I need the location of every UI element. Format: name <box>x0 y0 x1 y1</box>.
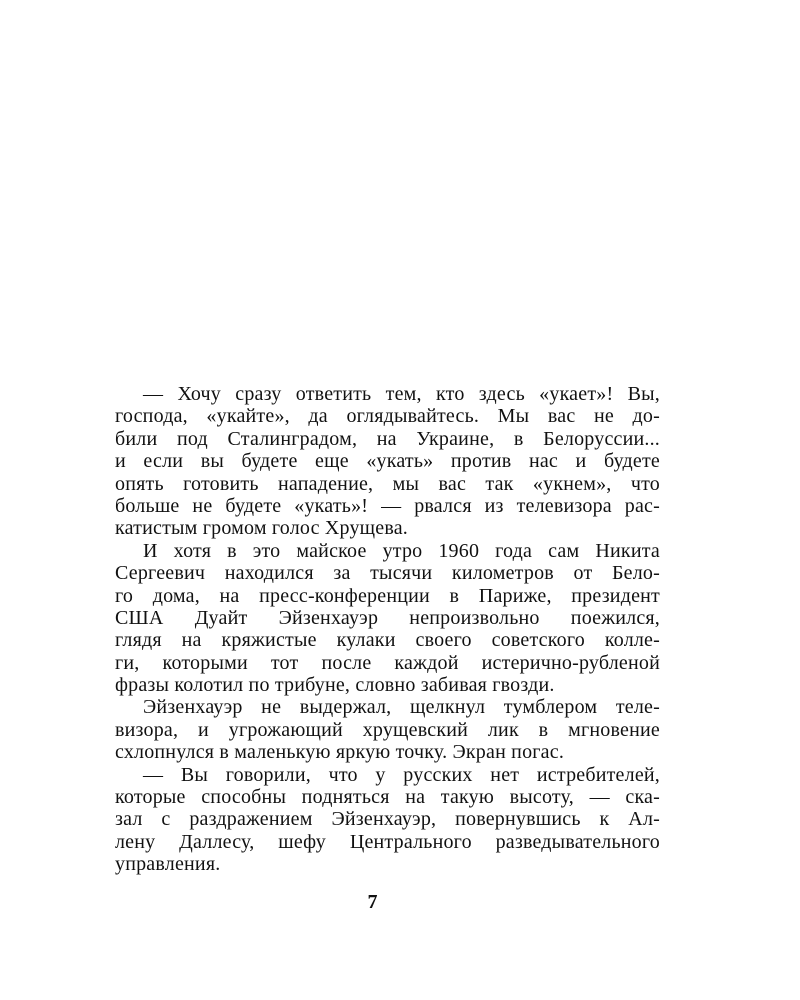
text-line: И хотя в это майское утро 1960 года сам Никита <box>143 539 660 562</box>
text-line: Эйзенхауэр не выдержал, щелкнул тумблером теле- <box>143 696 660 719</box>
paragraph-2 <box>115 540 660 697</box>
text-line: зал с раздражением Эйзенхауэр, повернувшись к Ал- <box>115 808 660 831</box>
text-line: опять готовить нападение, мы вас так «укнем», что <box>115 472 660 495</box>
text-line: визора, и угрожающий хрущевский лик в мгновение <box>115 718 660 741</box>
paragraph-4 <box>115 764 660 876</box>
paragraph-3 <box>115 696 660 763</box>
text-line: катистым громом голос Хрущева. <box>115 517 408 540</box>
page-number: 7 <box>367 891 378 913</box>
text-line: которые способны подняться на такую высоту, — ска- <box>115 786 660 809</box>
body-text <box>115 383 660 876</box>
text-line: управления. <box>115 853 221 876</box>
text-line: больше не будете «укать»! — рвался из телевизора рас- <box>115 494 660 517</box>
text-line: лену Даллесу, шефу Центрального разведывательного <box>115 830 660 853</box>
text-line: ги, которыми тот после каждой истерично-рубленой <box>115 651 660 674</box>
paragraph-1 <box>115 383 660 540</box>
text-line: — Хочу сразу ответить тем, кто здесь «укает»! Вы, <box>143 383 660 405</box>
text-line: схлопнулся в маленькую яркую точку. Экран погас. <box>115 741 565 764</box>
text-line: го дома, на пресс-конференции в Париже, президент <box>115 584 660 607</box>
text-line: США Дуайт Эйзенхауэр непроизвольно поежился, <box>115 606 660 629</box>
text-line: били под Сталинградом, на Украине, в Белоруссии... <box>115 427 660 450</box>
text-line: и если вы будете еще «укать» против нас и будете <box>115 450 660 473</box>
text-line: господа, «укайте», да оглядывайтесь. Мы вас не до- <box>115 405 660 428</box>
text-line: глядя на кряжистые кулаки своего советского колле- <box>115 629 660 652</box>
text-line: Сергеевич находился за тысячи километров от Бело- <box>115 562 660 585</box>
text-line: — Вы говорили, что у русских нет истребителей, <box>143 763 660 786</box>
text-line: фразы колотил по трибуне, словно забивая гвозди. <box>115 674 555 697</box>
